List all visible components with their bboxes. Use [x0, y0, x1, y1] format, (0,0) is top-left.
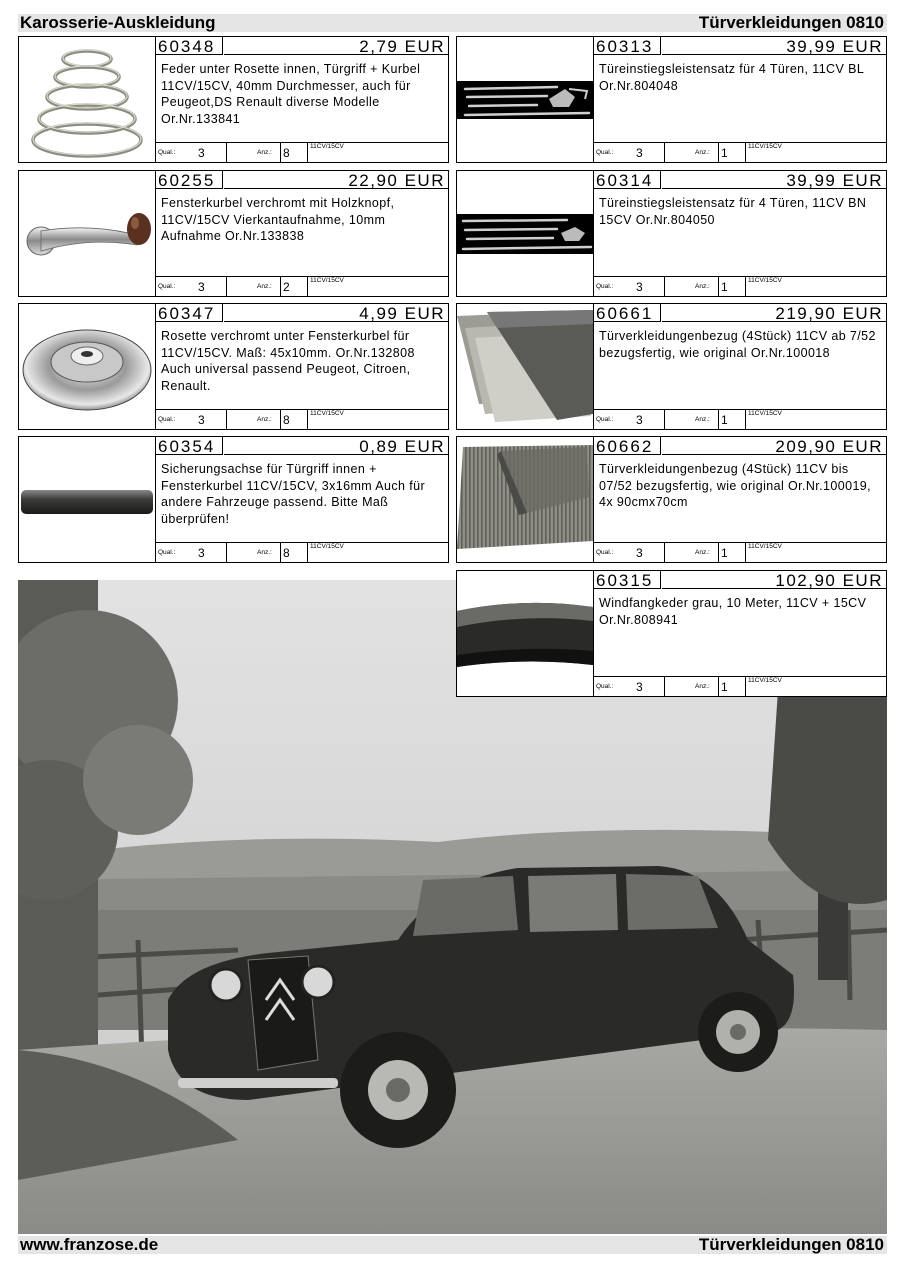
anz-label: Anz.:	[257, 283, 272, 290]
product-price: 209,90 EUR	[662, 437, 886, 455]
model-label: 11CV/15CV	[748, 410, 782, 417]
product-image-panel-cover-striped	[457, 437, 594, 562]
product-price: 102,90 EUR	[662, 571, 886, 589]
page-header	[18, 14, 887, 32]
product-price: 4,99 EUR	[224, 304, 448, 322]
qual-value: 3	[198, 280, 205, 294]
product-card-60255[interactable]	[18, 170, 449, 297]
anz-value: 8	[283, 146, 290, 160]
product-code: 60255	[156, 171, 223, 189]
product-description: Sicherungsachse für Türgriff innen + Fensterkurbel 11CV/15CV, 3x16mm Auch für andere Fahrzeuge passend. Bitte Maß überprüfen!	[161, 462, 426, 526]
product-card-60348[interactable]	[18, 36, 449, 163]
product-meta-row	[156, 142, 448, 162]
product-image-panel-cover-grey	[457, 304, 594, 429]
model-label: 11CV/15CV	[310, 543, 344, 550]
product-meta-row	[594, 409, 886, 429]
qual-label: Qual.:	[158, 283, 176, 290]
qual-label: Qual.:	[596, 416, 614, 423]
anz-value: 8	[283, 546, 290, 560]
product-price: 2,79 EUR	[224, 37, 448, 55]
product-price: 39,99 EUR	[662, 171, 886, 189]
anz-label: Anz.:	[695, 549, 710, 556]
product-description: Türeinstiegsleistensatz für 4 Türen, 11CV BN 15CV Or.Nr.804050	[599, 196, 867, 227]
qual-value: 3	[636, 546, 643, 560]
product-code: 60347	[156, 304, 223, 322]
product-image-sill-strips	[457, 37, 594, 162]
product-image-pin	[19, 437, 156, 562]
website-link[interactable]: www.franzose.de	[20, 1235, 159, 1254]
anz-label: Anz.:	[695, 283, 710, 290]
model-label: 11CV/15CV	[748, 543, 782, 550]
product-code: 60313	[594, 37, 661, 55]
product-code: 60315	[594, 571, 661, 589]
model-label: 11CV/15CV	[748, 277, 782, 284]
product-description: Türverkleidungenbezug (4Stück) 11CV bis 07/52 bezugsfertig, wie original Or.Nr.100019, 4x 90cmx70cm	[599, 462, 872, 509]
qual-label: Qual.:	[596, 149, 614, 156]
product-card-60662[interactable]	[456, 436, 887, 563]
product-card-60314[interactable]	[456, 170, 887, 297]
product-meta-row	[594, 676, 886, 696]
qual-value: 3	[636, 680, 643, 694]
product-image-rosette	[19, 304, 156, 429]
qual-label: Qual.:	[158, 149, 176, 156]
qual-label: Qual.:	[596, 683, 614, 690]
page-category: Türverkleidungen 0810	[698, 13, 884, 32]
qual-value: 3	[198, 413, 205, 427]
product-meta-row	[156, 276, 448, 296]
product-code: 60348	[156, 37, 223, 55]
product-description: Fensterkurbel verchromt mit Holzknopf, 11CV/15CV Vierkantaufnahme, 10mm Aufnahme Or.Nr.133838	[161, 196, 395, 243]
anz-label: Anz.:	[257, 149, 272, 156]
product-card-60354[interactable]	[18, 436, 449, 563]
product-image-spring	[19, 37, 156, 162]
anz-value: 1	[721, 146, 728, 160]
qual-value: 3	[636, 280, 643, 294]
anz-label: Anz.:	[257, 416, 272, 423]
anz-label: Anz.:	[257, 549, 272, 556]
product-meta-row	[156, 542, 448, 562]
product-image-sill-strips	[457, 171, 594, 296]
product-meta-row	[594, 542, 886, 562]
page-footer	[18, 1236, 887, 1254]
qual-label: Qual.:	[158, 416, 176, 423]
product-price: 219,90 EUR	[662, 304, 886, 322]
product-description: Windfangkeder grau, 10 Meter, 11CV + 15CV Or.Nr.808941	[599, 596, 867, 627]
qual-value: 3	[198, 546, 205, 560]
product-code: 60662	[594, 437, 661, 455]
product-card-60313[interactable]	[456, 36, 887, 163]
anz-label: Anz.:	[695, 149, 710, 156]
product-price: 39,99 EUR	[662, 37, 886, 55]
product-meta-row	[594, 276, 886, 296]
product-card-60315[interactable]	[456, 570, 887, 697]
product-price: 22,90 EUR	[224, 171, 448, 189]
anz-value: 8	[283, 413, 290, 427]
product-description: Rosette verchromt unter Fensterkurbel für 11CV/15CV. Maß: 45x10mm. Or.Nr.132808 Auch universal passend Peugeot, Citroen, Renault.	[161, 329, 415, 393]
product-code: 60314	[594, 171, 661, 189]
anz-value: 1	[721, 546, 728, 560]
product-description: Türverkleidungenbezug (4Stück) 11CV ab 7/52 bezugsfertig, wie original Or.Nr.100018	[599, 329, 876, 360]
qual-value: 3	[636, 413, 643, 427]
product-price: 0,89 EUR	[224, 437, 448, 455]
model-label: 11CV/15CV	[748, 143, 782, 150]
qual-label: Qual.:	[596, 549, 614, 556]
anz-value: 1	[721, 280, 728, 294]
product-code: 60661	[594, 304, 661, 322]
model-label: 11CV/15CV	[310, 410, 344, 417]
model-label: 11CV/15CV	[310, 143, 344, 150]
section-title: Karosserie-Auskleidung	[20, 13, 216, 32]
product-image-welt-roll	[457, 571, 594, 696]
qual-label: Qual.:	[158, 549, 176, 556]
anz-value: 2	[283, 280, 290, 294]
qual-value: 3	[636, 146, 643, 160]
product-meta-row	[594, 142, 886, 162]
anz-label: Anz.:	[695, 416, 710, 423]
qual-label: Qual.:	[596, 283, 614, 290]
model-label: 11CV/15CV	[748, 677, 782, 684]
product-card-60347[interactable]	[18, 303, 449, 430]
product-code: 60354	[156, 437, 223, 455]
anz-label: Anz.:	[695, 683, 710, 690]
product-card-60661[interactable]	[456, 303, 887, 430]
anz-value: 1	[721, 413, 728, 427]
model-label: 11CV/15CV	[310, 277, 344, 284]
product-description: Feder unter Rosette innen, Türgriff + Kurbel 11CV/15CV, 40mm Durchmesser, auch für Peugeot,DS Renault diverse Modelle Or.Nr.133841	[161, 62, 421, 126]
page-category: Türverkleidungen 0810	[698, 1235, 884, 1254]
product-description: Türeinstiegsleistensatz für 4 Türen, 11CV BL Or.Nr.804048	[599, 62, 864, 93]
product-meta-row	[156, 409, 448, 429]
product-image-window-crank	[19, 171, 156, 296]
anz-value: 1	[721, 680, 728, 694]
qual-value: 3	[198, 146, 205, 160]
